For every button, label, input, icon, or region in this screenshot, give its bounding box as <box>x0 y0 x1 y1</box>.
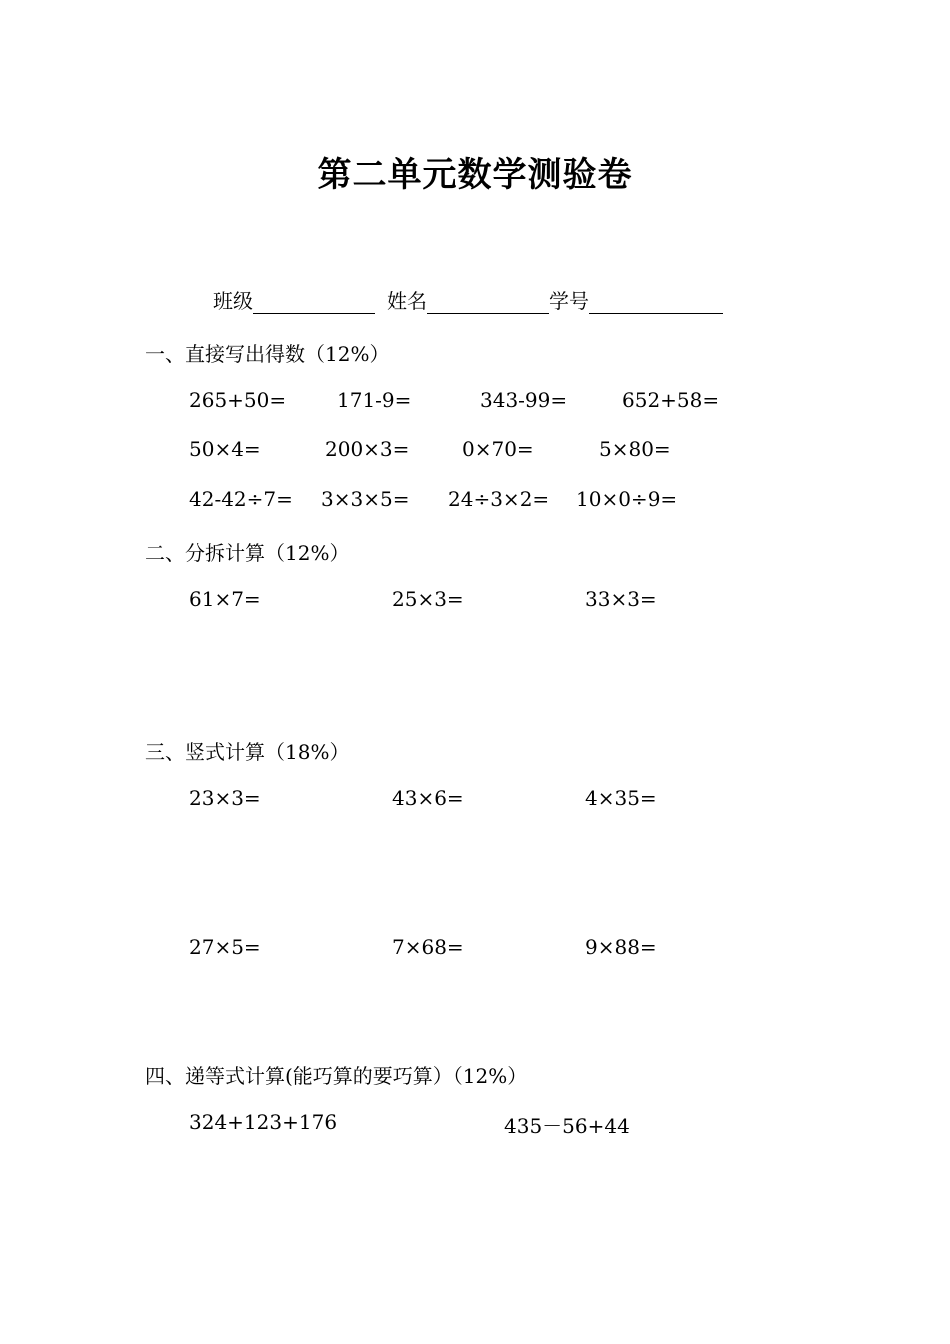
page-title: 第二单元数学测验卷 <box>317 155 633 195</box>
section-heading: 三、竖式计算（18%） <box>145 740 350 764</box>
problem: 171-9= <box>337 388 412 412</box>
problem: 10×0÷9= <box>576 487 678 511</box>
name-blank <box>427 287 549 314</box>
problem: 25×3= <box>392 587 464 611</box>
problem: 200×3= <box>325 437 410 461</box>
name-label: 姓名 <box>387 289 427 313</box>
section-heading: 一、直接写出得数（12%） <box>145 342 390 366</box>
problem: 4×35= <box>585 786 657 810</box>
section-heading: 四、递等式计算(能巧算的要巧算）（12%） <box>145 1064 528 1088</box>
problem: 435－56+44 <box>504 1114 630 1138</box>
problem: 324+123+176 <box>189 1110 338 1134</box>
problem: 265+50= <box>189 388 287 412</box>
problem: 43×6= <box>392 786 464 810</box>
class-label: 班级 <box>213 289 253 313</box>
problem: 50×4= <box>189 437 261 461</box>
student-info-row <box>213 285 723 314</box>
problem: 343-99= <box>480 388 568 412</box>
section-heading: 二、分拆计算（12%） <box>145 541 350 565</box>
problem: 3×3×5= <box>321 487 410 511</box>
problem: 5×80= <box>599 437 671 461</box>
problem: 42-42÷7= <box>189 487 293 511</box>
problem: 33×3= <box>585 587 657 611</box>
problem: 652+58= <box>622 388 720 412</box>
problem: 23×3= <box>189 786 261 810</box>
class-blank <box>253 287 375 314</box>
id-label: 学号 <box>549 289 589 313</box>
problem: 61×7= <box>189 587 261 611</box>
problem: 7×68= <box>392 935 464 959</box>
problem: 0×70= <box>462 437 534 461</box>
problem: 27×5= <box>189 935 261 959</box>
problem: 24÷3×2= <box>448 487 550 511</box>
id-blank <box>589 287 723 314</box>
problem: 9×88= <box>585 935 657 959</box>
